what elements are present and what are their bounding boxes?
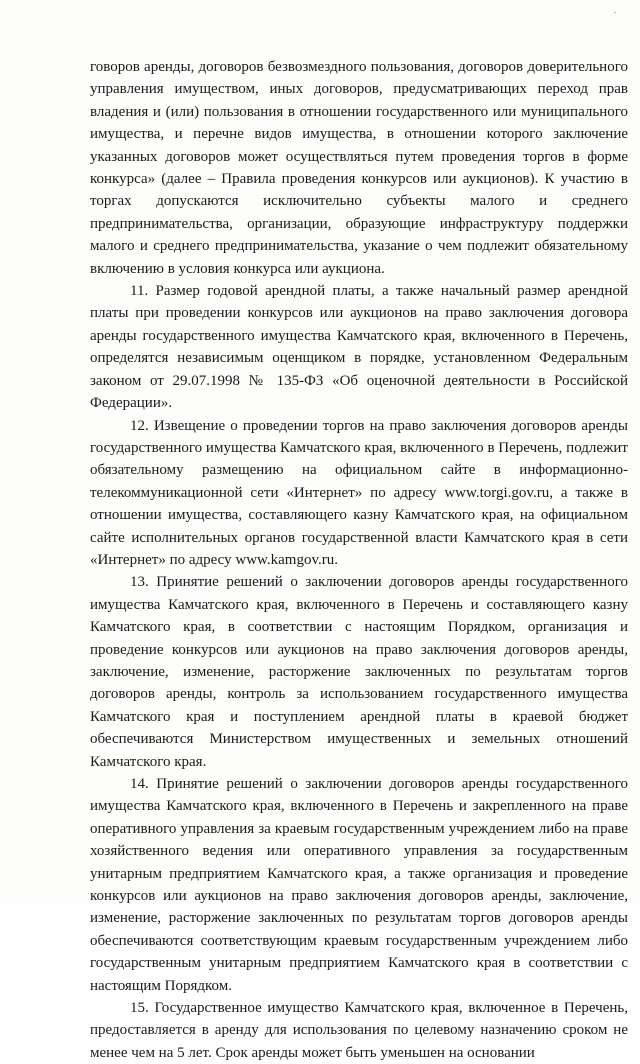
- paragraph-15: 15. Государственное имущество Камчатского края, включенное в Перечень, предоставляется в аренду для использования по целевому назначению сроком не менее чем на 5 лет. Срок аренды может быть уменьшен на основании: [90, 1000, 628, 1061]
- corner-mark: ·: [611, 7, 618, 20]
- paragraph-13: 13. Принятие решений о заключении договоров аренды государственного имущества Камчатского края, включенного в Перечень и составляющего казну Камчатского края, в соответствии с настоящим Порядком, организация и проведение конкурсов или аукционов на право заключения договоров аренды, заключение, изменение, расторжение заключенных по результатам торгов договоров аренды, контроль за использованием государственного имущества Камчатского края и поступлением арендной платы в краевой бюджет обеспечиваются Министерством имущественных и земельных отношений Камчатского края.: [90, 574, 628, 770]
- paragraph-14: 14. Принятие решений о заключении договоров аренды государственного имущества Камчатского края, включенного в Перечень и закрепленного на праве оперативного управления за краевым государственным учреждением либо на праве хозяйственного ведения или оперативного управления за государственным унитарным предприятием Камчатского края, а также организация и проведение конкурсов или аукционов на право заключения договоров аренды, заключение, изменение, расторжение заключенных по результатам торгов договоров аренды обеспечиваются соответствующим краевым государственным учреждением либо государственным унитарным предприятием Камчатского края в соответствии с настоящим Порядком.: [90, 776, 628, 994]
- document-body: [90, 56, 628, 1064]
- paragraph-12: 12. Извещение о проведении торгов на право заключения договоров аренды государственного имущества Камчатского края, включенного в Перечень, подлежит обязательному размещению на официальном сайте в информационно-телекоммуникационной сети «Интернет» по адресу www.torgi.gov.ru, а также в отношении имущества, составляющего казну Камчатского края, на официальном сайте исполнительных органов государственной власти Камчатского края в сети «Интернет» по адресу www.kamgov.ru.: [90, 417, 628, 568]
- paragraph-continuation: говоров аренды, договоров безвозмездного пользования, договоров доверительного управления имуществом, иных договоров, предусматривающих переход прав владения и (или) пользования в отношении государственного или муниципального имущества, и перечне видов имущества, в отношении которого заключение указанных договоров может осуществляться путем проведения торгов в форме конкурса» (далее – Правила проведения конкурсов или аукционов). К участию в торгах допускаются исключительно субъекты малого и среднего предпринимательства, организации, образующие инфраструктуру поддержки малого и среднего предпринимательства, указание о чем подлежит обязательному включению в условия конкурса или аукциона.: [90, 59, 628, 277]
- paragraph-11: 11. Размер годовой арендной платы, а также начальный размер арендной платы при проведении конкурсов или аукционов на право заключения договора аренды государственного имущества Камчатского края, включенного в Перечень, определятся независимым оценщиком в порядке, установленном Федеральным законом от 29.07.1998 № 135-ФЗ «Об оценочной деятельности в Российской Федерации».: [90, 283, 628, 412]
